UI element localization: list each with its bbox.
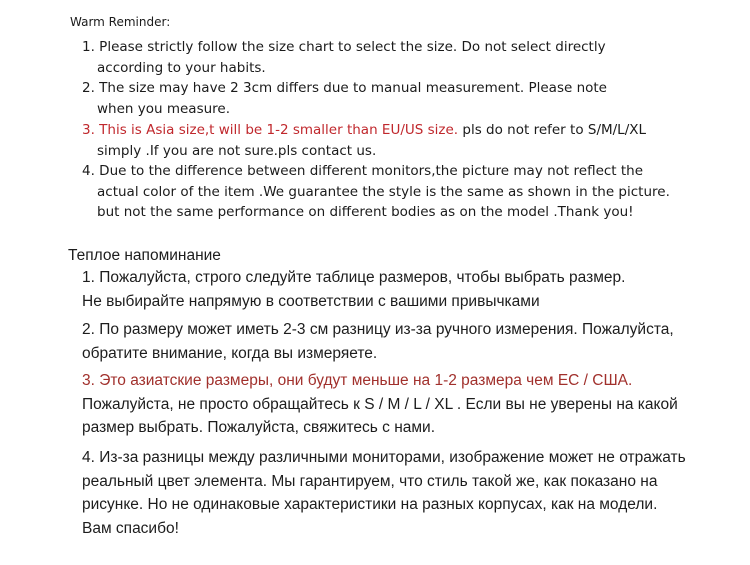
russian-item-2-line-2: обратите внимание, когда вы измеряете. [82, 344, 378, 362]
russian-item-1 [82, 266, 625, 313]
russian-item-2-line-1: 2. По размеру может иметь 2-3 см разницу из-за ручного измерения. Пожалуйста, [82, 321, 674, 338]
english-item-4 [82, 161, 670, 223]
english-title: Warm Reminder: [70, 15, 171, 29]
english-item-4-line-1: 4. Due to the difference between different monitors,the picture may not reflect the [82, 163, 644, 179]
english-item-1-line-1: 1. Please strictly follow the size chart to select the size. Do not select directly [82, 39, 606, 55]
russian-title: Теплое напоминание [68, 247, 221, 264]
russian-item-1-line-1: 1. Пожалуйста, строго следуйте таблице размеров, чтобы выбрать размер. [82, 269, 626, 286]
russian-item-3-line-2: Пожалуйста, не просто обращайтесь к S / M / L / XL . Если вы не уверены на какой [82, 395, 678, 413]
english-item-4-line-2: actual color of the item .We guarantee the style is the same as shown in the picture. [97, 183, 670, 200]
english-item-4-line-3: but not the same performance on different bodies as on the model .Thank you! [97, 204, 634, 220]
russian-item-1-line-2: Не выбирайте напрямую в соответствии с вашими привычками [82, 292, 540, 310]
english-item-1-line-2: according to your habits. [97, 59, 266, 76]
english-item-3-line-2: simply .If you are not sure.pls contact us. [97, 142, 377, 159]
english-item-3-line-1 [82, 120, 646, 141]
russian-item-4 [82, 446, 686, 540]
russian-item-3 [82, 369, 678, 440]
russian-item-4-line-1: 4. Из-за разницы между различными мониторами, изображение может не отражать [82, 449, 686, 466]
russian-item-4-line-3: рисунке. Но не одинаковые характеристики на разных корпусах, как на модели. [82, 496, 658, 513]
russian-item-3-highlight: 3. Это азиатские размеры, они будут меньше на 1-2 размера чем ЕС / США. [82, 372, 633, 389]
russian-item-4-line-2: реальный цвет элемента. Мы гарантируем, что стиль такой же, как показано на [82, 472, 658, 490]
english-item-3-highlight: 3. This is Asia size,t will be 1-2 smaller than EU/US size. [82, 122, 459, 138]
russian-item-4-line-4: Вам спасибо! [82, 519, 179, 537]
english-item-2 [82, 78, 607, 119]
english-item-3 [82, 120, 646, 161]
english-item-3-rest: pls do not refer to S/M/L/XL [458, 122, 647, 138]
russian-item-3-line-3: размер выбрать. Пожалуйста, свяжитесь с нами. [82, 419, 436, 436]
english-item-2-line-1: 2. The size may have 2 3cm differs due to manual measurement. Please note [82, 80, 607, 96]
english-item-1 [82, 37, 606, 78]
english-item-2-line-2: when you measure. [97, 100, 231, 117]
russian-item-2 [82, 318, 674, 365]
